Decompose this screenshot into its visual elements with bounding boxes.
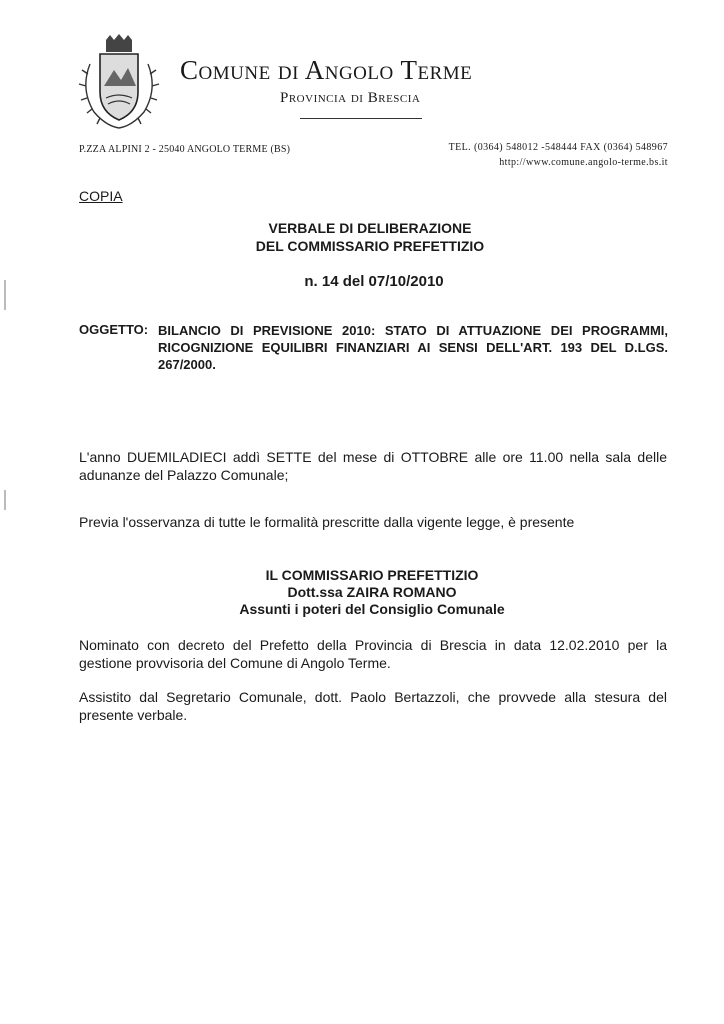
paragraph-assistance: Assistito dal Segretario Comunale, dott. Paolo Bertazzoli, che provvede alla stesura del presente verbale. (79, 689, 667, 723)
scan-mark (4, 490, 6, 510)
subject-label: OGGETTO: (79, 322, 149, 337)
commissioner-title: IL COMMISSARIO PREFETTIZIO (265, 567, 479, 583)
website: http://www.comune.angolo-terme.bs.it (499, 157, 668, 168)
address: P.ZZA ALPINI 2 - 25040 ANGOLO TERME (BS) (79, 144, 291, 155)
header-divider (300, 118, 422, 119)
document-heading-line2: DEL COMMISSARIO PREFETTIZIO (255, 238, 485, 254)
municipal-crest-icon (76, 34, 162, 134)
scan-mark (4, 280, 6, 310)
phone-fax: TEL. (0364) 548012 -548444 FAX (0364) 548967 (448, 142, 668, 153)
subject-text: BILANCIO DI PREVISIONE 2010: STATO DI ATTUAZIONE DEI PROGRAMMI, RICOGNIZIONE EQUILIBRI FINANZIARI AI SENSI DELL'ART. 193 DEL D.LGS. 267/2000. (158, 323, 668, 372)
municipality-name: Comune di Angolo Terme (180, 55, 473, 85)
deliberation-number-date: n. 14 del 07/10/2010 (304, 273, 444, 290)
paragraph-session-date: L'anno DUEMILADIECI addì SETTE del mese di OTTOBRE alle ore 11.00 nella sala delle adunanze del Palazzo Comunale; (79, 449, 667, 483)
paragraph-appointment: Nominato con decreto del Prefetto della Provincia di Brescia in data 12.02.2010 per la gestione provvisoria del Comune di Angolo Terme. (79, 637, 667, 671)
document-heading-line1: VERBALE DI DELIBERAZIONE (268, 220, 472, 236)
copy-label: COPIA (79, 188, 123, 204)
commissioner-powers: Assunti i poteri del Consiglio Comunale (239, 601, 505, 617)
contact-block (420, 140, 668, 170)
province-name: Provincia di Brescia (280, 90, 421, 106)
paragraph-formalities: Previa l'osservanza di tutte le formalità prescritte dalla vigente legge, è presente (79, 514, 575, 530)
commissioner-name: Dott.ssa ZAIRA ROMANO (287, 584, 457, 600)
